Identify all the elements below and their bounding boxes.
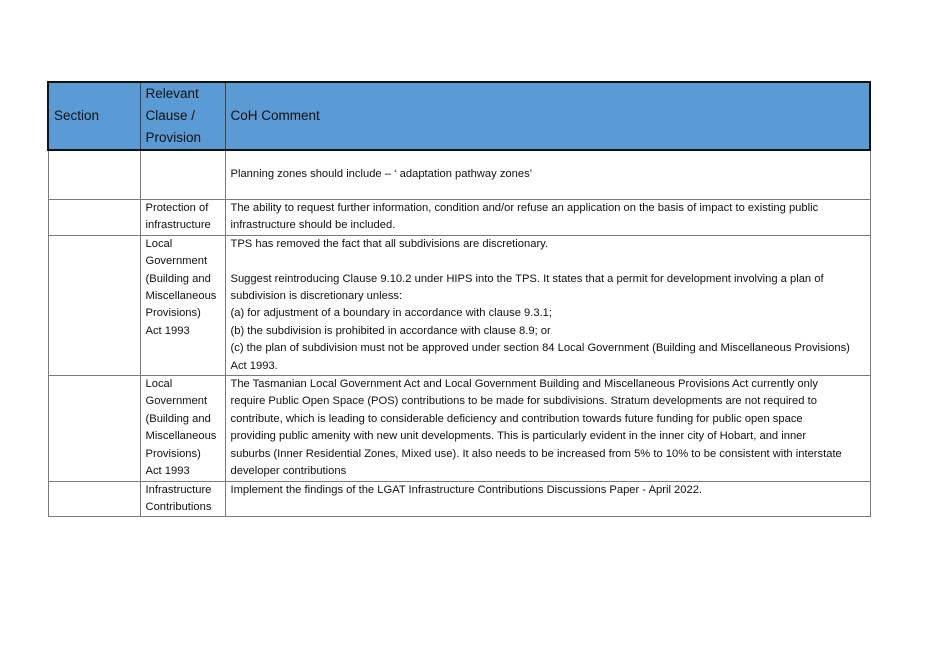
- cell-clause: Local Government (Building and Miscellaneous Provisions) Act 1993: [140, 376, 225, 481]
- cell-clause: [140, 150, 225, 200]
- cell-comment: Implement the findings of the LGAT Infrastructure Contributions Discussions Paper - April 2022.: [225, 481, 870, 517]
- cell-comment: The ability to request further information, condition and/or refuse an application on the basis of impact to existing public infrastructure should be included.: [225, 200, 870, 236]
- cell-section: [48, 150, 140, 200]
- cell-comment: Planning zones should include – ‘ adaptation pathway zones’: [225, 150, 870, 200]
- table-row: [48, 481, 870, 517]
- cell-clause: Local Government (Building and Miscellaneous Provisions) Act 1993: [140, 235, 225, 375]
- cell-section: [48, 200, 140, 236]
- header-relevant-clause: Relevant Clause / Provision: [140, 82, 225, 150]
- table-header-row: [48, 82, 870, 150]
- cell-clause: Protection of infrastructure: [140, 200, 225, 236]
- cell-section: [48, 481, 140, 517]
- table-row: [48, 235, 870, 375]
- table-row: [48, 200, 870, 236]
- header-section: Section: [48, 82, 140, 150]
- table-row: [48, 376, 870, 481]
- cell-section: [48, 376, 140, 481]
- cell-comment: TPS has removed the fact that all subdivisions are discretionary. Suggest reintroducing Clause 9.10.2 under HIPS into the TPS. It states that a permit for development involving a plan of subdivision is discretionary unless: (a) for adjustment of a boundary in accordance with clause 9.3.1; (b) the subdivision is prohibited in accordance with clause 8.9; or (c) the plan of subdivision must not be approved under section 84 Local Government (Building and Miscellaneous Provisions) Act 1993.: [225, 235, 870, 375]
- comments-table: [47, 81, 871, 517]
- table-row: [48, 150, 870, 200]
- header-coh-comment: CoH Comment: [225, 82, 870, 150]
- cell-clause: Infrastructure Contributions: [140, 481, 225, 517]
- cell-comment: The Tasmanian Local Government Act and Local Government Building and Miscellaneous Provisions Act currently only require Public Open Space (POS) contributions to be made for subdivisions. Stratum developments are not required to contribute, which is leading to considerable deficiency and contribution towards future funding for public open space providing public amenity with new unit developments. This is particularly evident in the inner city of Hobart, and inner suburbs (Inner Residential Zones, Mixed use). It also needs to be increased from 5% to 10% to be consistent with interstate developer contributions: [225, 376, 870, 481]
- cell-section: [48, 235, 140, 375]
